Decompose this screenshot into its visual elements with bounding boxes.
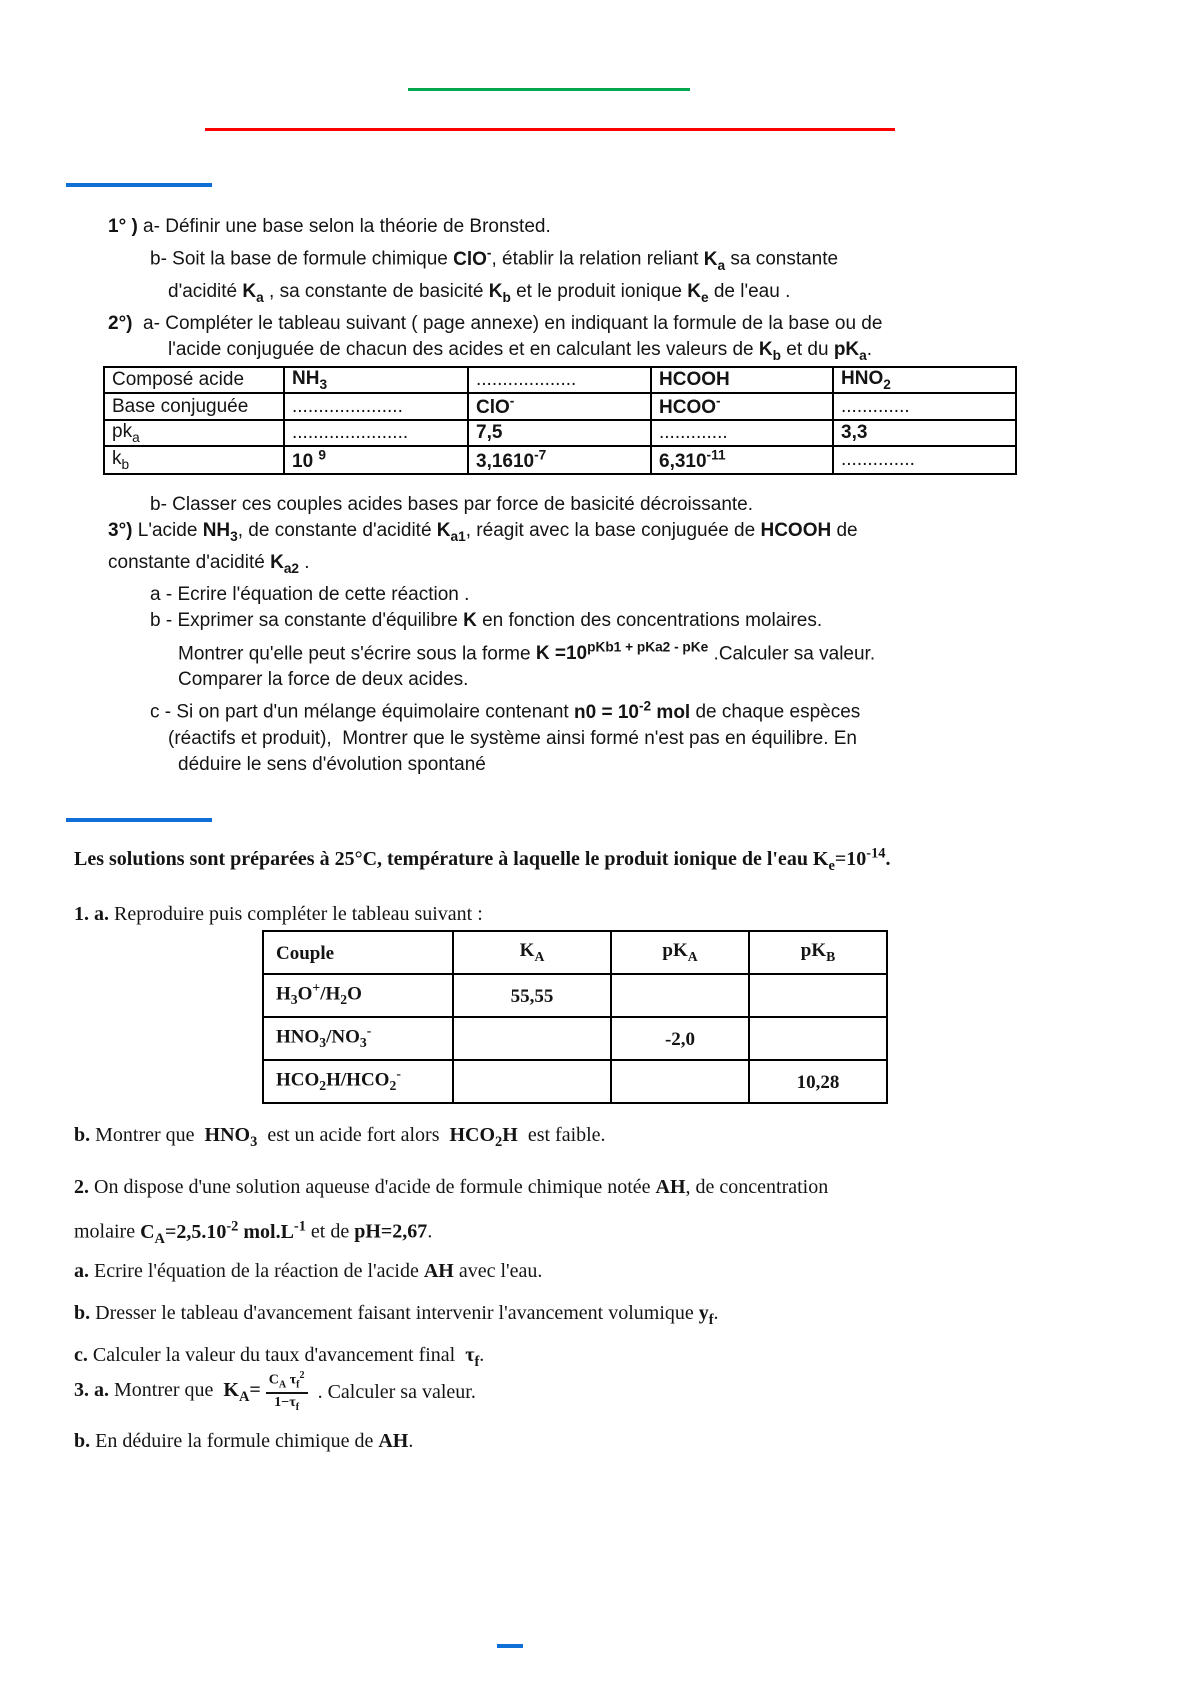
table-row [263, 1060, 887, 1103]
exercise1-line: b - Exprimer sa constante d'équilibre K en fonction des concentrations molaires. [150, 610, 823, 632]
table-cell [749, 1017, 887, 1060]
exercise1-line: Montrer qu'elle peut s'écrire sous la forme $K =10^{pKb1 + pKa2 - pKe}$ .Calculer sa valeur. [178, 639, 876, 664]
column-header: $pK_A$ [611, 931, 749, 974]
fraction-numerator: $C_A$ $\tau_f^2$ [266, 1370, 308, 1394]
exercise1-line: b- Soit la base de formule chimique ClO-, établir la relation reliant $K_a$ sa constante [150, 245, 839, 273]
table-cell: ...................... [284, 420, 468, 446]
table-cell: 7,5 [468, 420, 651, 446]
green-title-underline [408, 88, 690, 91]
exercise1-heading-underline [66, 183, 212, 187]
exercise1-line: constante d'acidité $K_{a2}$ . [108, 552, 310, 576]
couple-cell: $HNO_3/NO_3^-$ [263, 1017, 453, 1060]
table-cell [453, 1017, 611, 1060]
exercise1-line: (réactifs et produit), Montrer que le système ainsi formé n'est pas en équilibre. En [168, 727, 858, 749]
table-row [263, 1017, 887, 1060]
table-cell: ..................... [284, 393, 468, 420]
exercise1-section [0, 214, 1191, 369]
table-cell [749, 974, 887, 1017]
table-cell: HCOO- [651, 393, 833, 420]
table-cell [611, 974, 749, 1017]
column-header: Couple [263, 931, 453, 974]
table-row [263, 974, 887, 1017]
table-cell: ............. [651, 420, 833, 446]
page-bottom-blue-mark [497, 1644, 523, 1648]
q3a-prefix: 3. a. Montrer que $K_A=$ [74, 1378, 261, 1405]
question-2b: b. Dresser le tableau d'avancement faisant intervenir l'avancement volumique $y_f$. [74, 1302, 719, 1328]
fraction-denominator: $1-\tau_f$ [274, 1395, 300, 1413]
question-2c: c. Calculer la valeur du taux d'avancement final $\tau_f$. [74, 1344, 485, 1370]
row-label: Composé acide [104, 367, 284, 393]
question-3b: b. En déduire la formule chimique de AH. [74, 1430, 414, 1452]
question-2-line1: 2. On dispose d'une solution aqueuse d'acide de formule chimique notée AH, de concentration [74, 1176, 829, 1198]
exercise1-line: b- Classer ces couples acides bases par force de basicité décroissante. [150, 494, 754, 515]
couple-cell: $HCO_2H/HCO_2^-$ [263, 1060, 453, 1103]
couple-cell: $H_3O^+/H_2O$ [263, 974, 453, 1017]
table-row [104, 393, 1016, 420]
exercise2-heading-underline [66, 818, 212, 822]
table-header-row [263, 931, 887, 974]
exercise1-line: déduire le sens d'évolution spontané [178, 754, 486, 776]
table-row [104, 420, 1016, 446]
table-cell: $3,1610^{-7}$ [468, 446, 651, 473]
row-label: Base conjuguée [104, 393, 284, 420]
exercise1-line: c - Si on part d'un mélange équimolaire contenant $n0 = 10^{-2}$ mol de chaque espèces [150, 698, 861, 723]
table-cell: -2,0 [611, 1017, 749, 1060]
row-label: $pk_a$ [104, 420, 284, 446]
table-cell: 10,28 [749, 1060, 887, 1103]
table-cell: 10 $^9$ [284, 446, 468, 473]
table-cell: $HNO_2$ [833, 367, 1016, 393]
exercise1-line: l'acide conjuguée de chacun des acides et en calculant les valeurs de $K_b$ et du $pK_a$. [168, 338, 873, 363]
table-cell [611, 1060, 749, 1103]
table-cell: $NH_3$ [284, 367, 468, 393]
table-row [104, 446, 1016, 473]
q3a-suffix: . Calculer sa valeur. [312, 1380, 476, 1403]
exercise2-intro: Les solutions sont préparées à 25°C, température à laquelle le produit ionique de l'eau $K_e=10^{-14}$. [74, 845, 891, 874]
question-1b: b. Montrer que $HNO_3$ est un acide fort alors $HCO_2H$ est faible. [74, 1124, 606, 1150]
couples-table [262, 930, 888, 1104]
table-cell: ................... [468, 367, 651, 393]
exercise1-section-continued [0, 492, 1191, 778]
ka-fraction [266, 1370, 308, 1414]
column-header: $K_A$ [453, 931, 611, 974]
question-1a: 1. a. Reproduire puis compléter le tableau suivant : [74, 903, 483, 925]
column-header: $pK_B$ [749, 931, 887, 974]
table-cell: $6,310^{-11}$ [651, 446, 833, 473]
exercise1-line: 2°) a- Compléter le tableau suivant ( page annexe) en indiquant la formule de la base ou de [108, 312, 883, 334]
exercise1-line: Comparer la force de deux acides. [178, 669, 469, 691]
table-row [104, 367, 1016, 393]
exercise1-line: 3°) L'acide $NH_3$, de constante d'acidité $K_{a1}$, réagit avec la base conjuguée de HCOOH de [108, 520, 858, 544]
question-2a: a. Ecrire l'équation de la réaction de l'acide AH avec l'eau. [74, 1260, 543, 1282]
table-cell: HCOOH [651, 367, 833, 393]
table-cell: ............. [833, 393, 1016, 420]
question-3a [74, 1370, 476, 1414]
exercise1-line: 1° ) a- Définir une base selon la théorie de Bronsted. [108, 216, 551, 237]
table-cell [453, 1060, 611, 1103]
question-2-line2: molaire $C_A=2,5.10^{-2}$ $mol.L^{-1}$ et de pH=2,67. [74, 1218, 433, 1247]
table-cell: 3,3 [833, 420, 1016, 446]
row-label: $k_b$ [104, 446, 284, 473]
table-cell: .............. [833, 446, 1016, 473]
table-cell: ClO- [468, 393, 651, 420]
acids-bases-table [103, 366, 1017, 475]
table-cell: 55,55 [453, 974, 611, 1017]
exercise1-line: d'acidité $K_a$ , sa constante de basicité $K_b$ et le produit ionique $K_e$ de l'eau . [168, 280, 791, 305]
red-title-underline [205, 128, 895, 131]
exercise1-line: a - Ecrire l'équation de cette réaction . [150, 584, 470, 606]
